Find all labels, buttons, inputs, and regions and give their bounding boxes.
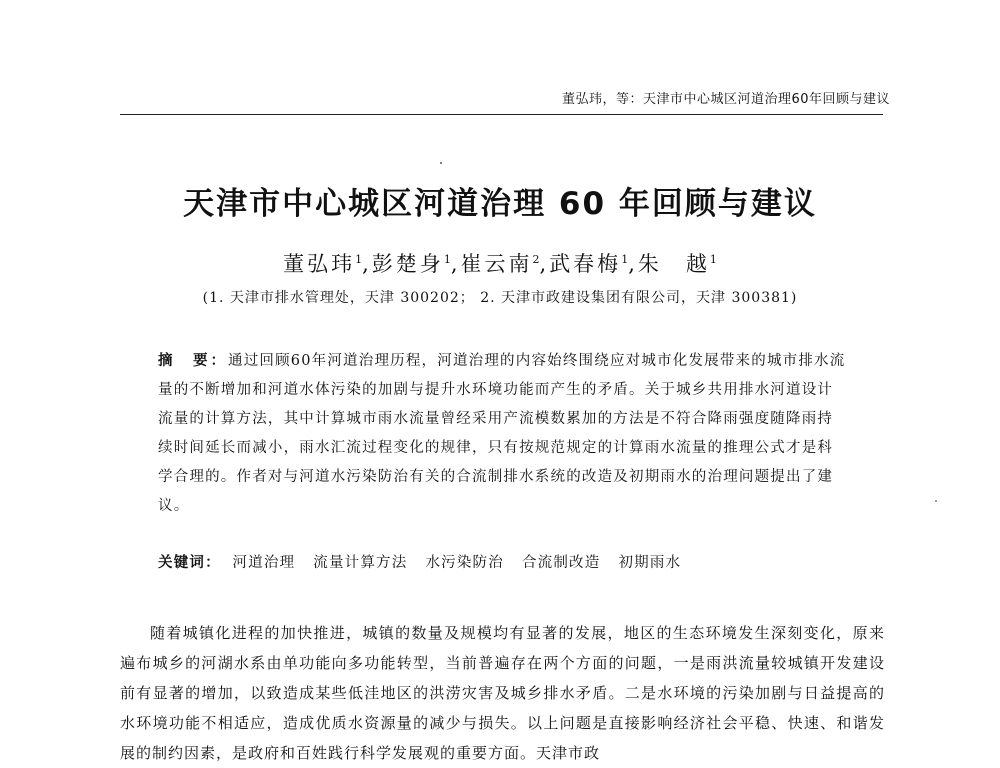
keyword: 河道治理 [232, 555, 296, 571]
author-line: 董弘玮$^1$,彭楚身$^1$,崔云南$^2$,武春梅$^1$,朱 越$^1$ [283, 252, 717, 276]
author-name: 朱 越 [637, 252, 710, 276]
author-name: 崔云南 [460, 252, 533, 276]
author-affiliation-mark: 1 [443, 253, 451, 266]
author-name: 彭楚身 [371, 252, 444, 276]
keywords-label: 关键词： [158, 554, 221, 571]
stray-dot [440, 162, 442, 164]
author-name: 武春梅 [549, 252, 622, 276]
author-affiliation-mark: 1 [355, 253, 363, 266]
paper-title: 天津市中心城区河道治理 60 年回顾与建议 [183, 186, 817, 222]
keyword: 合流制改造 [521, 555, 601, 571]
keyword: 水污染防治 [425, 555, 504, 571]
keyword: 初期雨水 [618, 555, 682, 571]
author-affiliation-mark: 1 [709, 253, 717, 266]
abstract-text: 通过回顾60年河道治理历程，河道治理的内容始终围绕应对城市化发展带来的城市排水流量的不断增加和河道水体污染的加剧与提升水环境功能而产生的矛盾。关于城乡共用排水河道设计流量的计算方法，其中计算城市雨水流量曾经采用产流模数累加的方法是不符合降雨强度随降雨持续时间延长而减小，雨水汇流过程变化的规律，只有按规范规定的计算雨水流量的推理公式才是科学合理的。作者对与河道水污染防治有关的合流制排水系统的改造及初期雨水的治理问题提出了建议。 [158, 353, 846, 514]
author-affiliation-mark: 2 [532, 253, 540, 266]
abstract-label: 摘 要： [158, 352, 228, 369]
keywords [158, 551, 848, 572]
running-head: 董弘玮，等：天津市中心城区河道治理60年回顾与建议 [561, 92, 890, 107]
author-affiliation-mark: 1 [621, 253, 629, 266]
abstract [158, 346, 848, 521]
body-paragraph: 随着城镇化进程的加快推进，城镇的数量及规模均有显著的发展，地区的生态环境发生深刻变化，原来遍布城乡的河湖水系由单功能向多功能转型，当前普遍存在两个方面的问题，一是雨洪流量较城镇开发建设前有显著的增加，以致造成某些低洼地区的洪涝灾害及城乡排水矛盾。二是水环境的污染加剧与日益提高的水环境功能不相适应，造成优质水资源量的减少与损失。以上问题是直接影响经济社会平稳、快速、和谐发展的制约因素，是政府和百姓践行科学发展观的重要方面。天津市政 [120, 624, 885, 762]
scan-speck [935, 500, 937, 502]
keyword: 流量计算方法 [313, 555, 408, 571]
affiliations: (1. 天津市排水管理处，天津 300202； 2. 天津市政建设集团有限公司，天津 300381) [202, 290, 798, 306]
header-rule [120, 114, 883, 115]
author-name: 董弘玮 [283, 252, 356, 276]
